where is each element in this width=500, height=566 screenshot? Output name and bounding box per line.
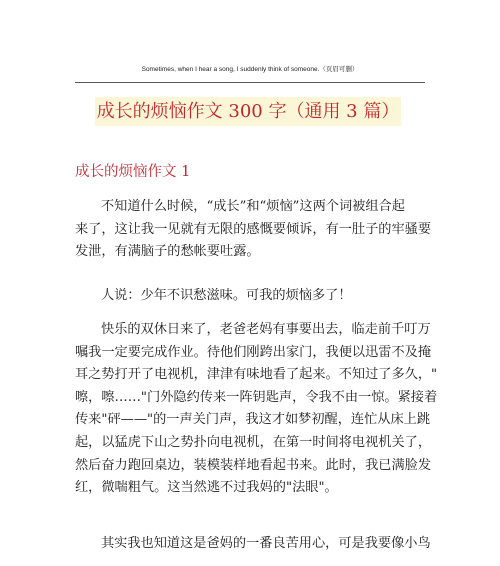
paragraph-line: 然后奋力跑回桌边，装模装样地看起书来。此时，我已满脸发: [75, 457, 432, 473]
paragraph-line: 人说：少年不识愁滋味。可我的烦恼多了！: [101, 288, 352, 303]
paragraph-1: [75, 196, 432, 264]
paragraph-line: 快乐的双休日来了，老爸老妈有事要出去，临走前千叮万: [101, 322, 431, 337]
paragraph-line: 其实我也知道这是爸妈的一番良苦用心，可是我要像小鸟: [101, 536, 431, 551]
paragraph-2: [75, 285, 425, 308]
document-title: 成长的烦恼作文 300 字（通用 3 篇）: [96, 101, 400, 122]
paragraph-4: [75, 533, 431, 556]
page-header-note: Sometimes, when I hear a song, I suddenly think of someone.（页眉可删）: [141, 66, 359, 73]
paragraph-3: [75, 319, 438, 500]
paragraph-line: 红，微喘粗气。这当然逃不过我妈的"法眼"。: [75, 480, 338, 496]
paragraph-line: 来了，这让我一见就有无限的感慨要倾诉，有一肚子的牢骚要: [75, 221, 432, 237]
paragraph-line: 起，以猛虎下山之势扑向电视机，在第一时间将电视机关了，: [75, 434, 432, 450]
paragraph-line: 发泄，有满脑子的愁帐要吐露。: [75, 244, 260, 260]
paragraph-line: 不知道什么时候，“成长”和“烦恼”这两个词被组合起: [101, 199, 405, 214]
section-heading: 成长的烦恼作文 1: [75, 164, 191, 180]
paragraph-line: 传来"砰——"的一声关门声，我这才如梦初醒，连忙从床上跳: [75, 412, 431, 428]
paragraph-line: 嘱我一定要完成作业。待他们刚跨出家门，我便以迅雷不及掩: [75, 344, 432, 360]
header-divider: [75, 82, 425, 83]
paragraph-line: 嚓，嚓……"门外隐约传来一阵钥匙声，令我不由一惊。紧接着: [75, 389, 438, 405]
paragraph-line: 耳之势打开了电视机，津津有味地看了起来。不知过了多久，": [75, 367, 438, 383]
